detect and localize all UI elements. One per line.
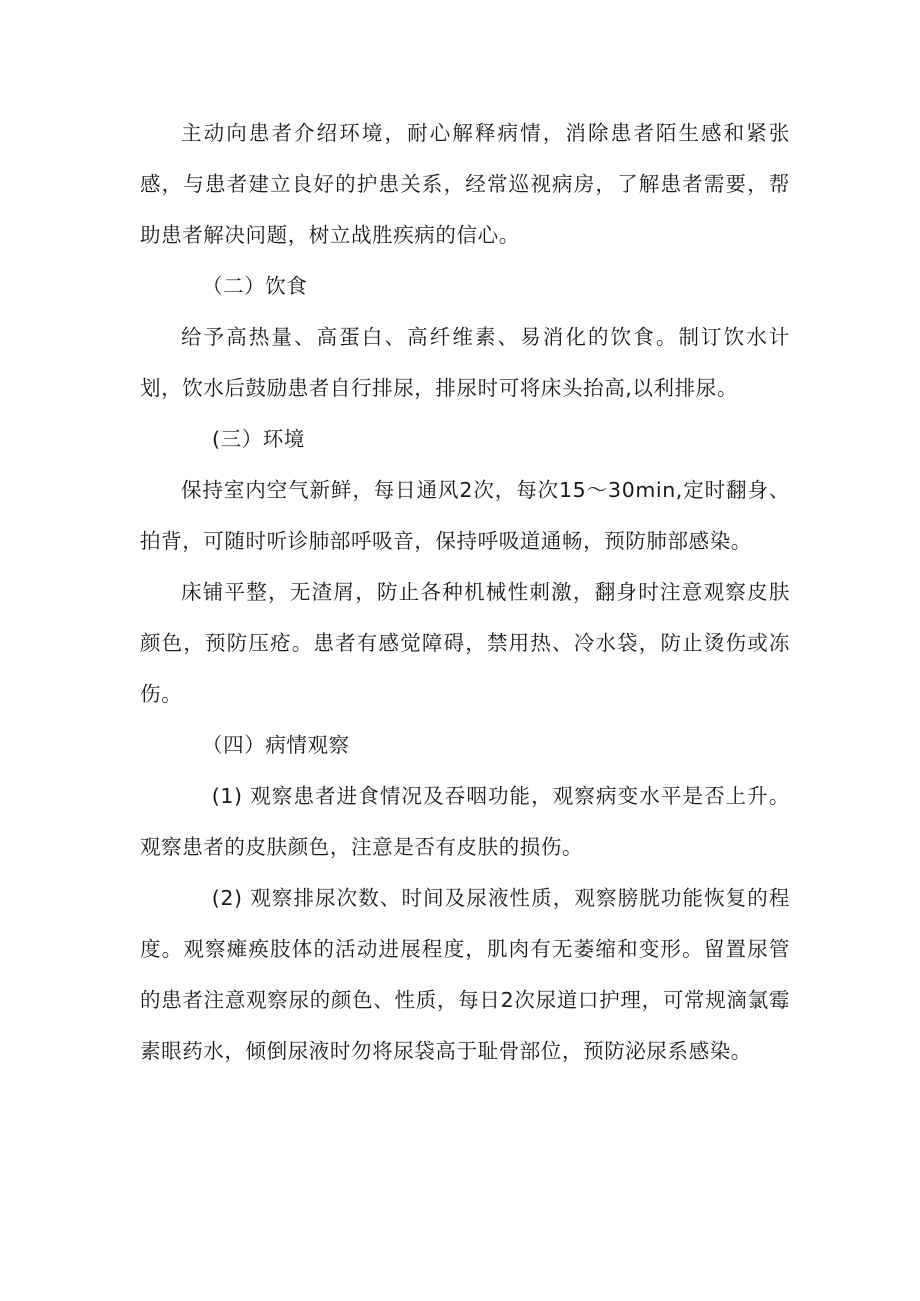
document-body — [140, 108, 790, 1077]
heading-diet: （二）饮食 — [202, 274, 308, 298]
paragraph-ventilation: 保持室内空气新鲜，每日通风2次，每次15〜30min,定时翻身、拍背，可随时听诊肺部呼吸音，保持呼吸道通畅，预防肺部感染。 — [140, 478, 790, 553]
heading-environment: (三）环境 — [212, 427, 305, 451]
paragraph-psychological-care: 主动向患者介绍环境，耐心解释病情，消除患者陌生感和紧张感，与患者建立良好的护患关系，经常巡视病房，了解患者需要，帮助患者解决问题，树立战胜疾病的信心。 — [140, 121, 790, 247]
heading-condition-observation: （四）病情观察 — [202, 733, 350, 757]
paragraph-observation-1: (1) 观察患者进食情况及吞咽功能，观察病变水平是否上升。观察患者的皮肤颜色，注意是否有皮肤的损伤。 — [140, 784, 790, 859]
paragraph-bed-care: 床铺平整，无渣屑，防止各种机械性刺激，翻身时注意观察皮肤颜色，预防压疮。患者有感觉障碍，禁用热、冷水袋，防止烫伤或冻伤。 — [140, 580, 790, 706]
paragraph-diet: 给予高热量、高蛋白、高纤维素、易消化的饮食。制订饮水计划，饮水后鼓励患者自行排尿，排尿时可将床头抬高,以利排尿。 — [140, 325, 790, 400]
paragraph-observation-2: (2) 观察排尿次数、时间及尿液性质，观察膀胱功能恢复的程度。观察瘫痪肢体的活动进展程度，肌肉有无萎缩和变形。留置尿管的患者注意观察尿的颜色、性质，每日2次尿道口护理，可常规滴氯霉素眼药水，倾倒尿液时勿将尿袋高于耻骨部位，预防泌尿系感染。 — [140, 886, 790, 1063]
